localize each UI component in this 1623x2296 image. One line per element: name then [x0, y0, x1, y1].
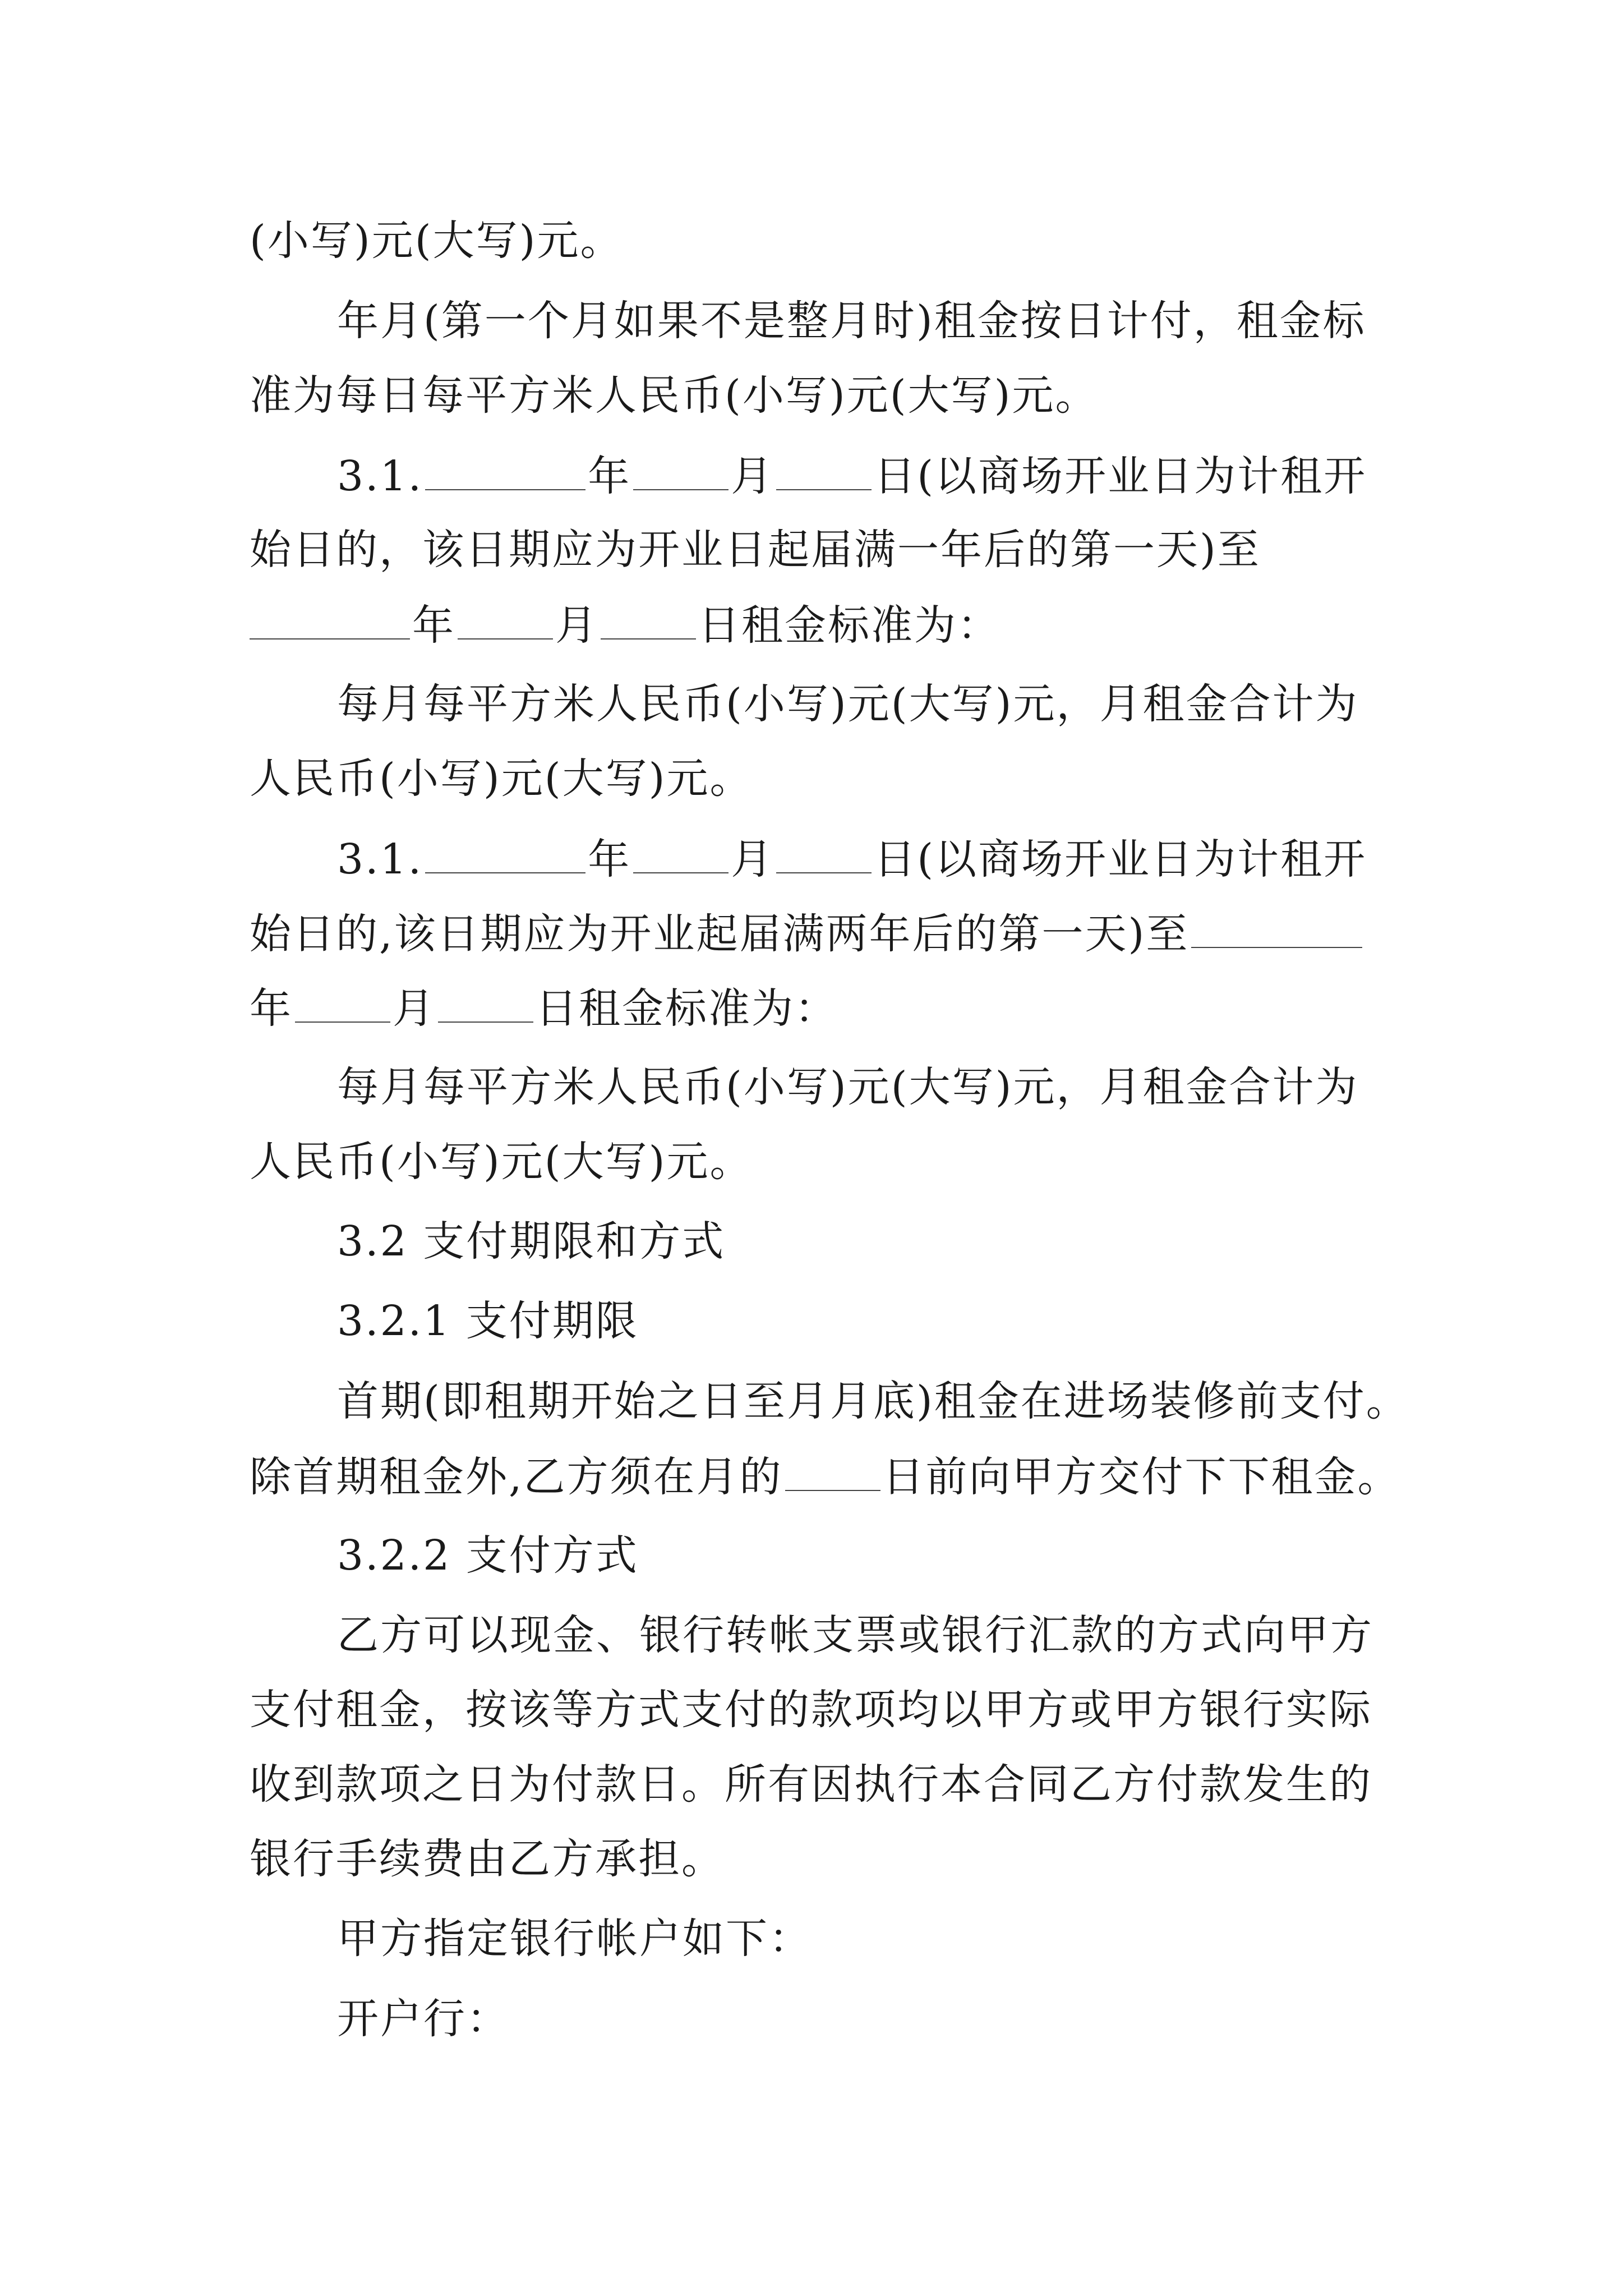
- day-blank[interactable]: [438, 987, 533, 1023]
- day-blank[interactable]: [601, 604, 696, 639]
- month-blank[interactable]: [458, 604, 553, 639]
- text-line: 银行手续费由乙方承担。: [250, 1835, 725, 1883]
- text-line: 开户行：: [337, 1995, 510, 2043]
- subsection-heading: 3.2.2 支付方式: [337, 1531, 639, 1580]
- text-line: 人民币(小写)元(大写)元。: [250, 1138, 753, 1186]
- text-line-with-blanks: 年 月 日租金标准为：: [250, 984, 838, 1033]
- text-line: 首期(即租期开始之日至月月底)租金在进场装修前支付。: [337, 1377, 1409, 1425]
- text-line: 始日的，该日期应为开业日起届满一年后的第一天)至: [250, 526, 1261, 574]
- day-blank[interactable]: [785, 1455, 880, 1491]
- year-blank[interactable]: [425, 454, 585, 490]
- text-line: 支付租金，按该等方式支付的款项均以甲方或甲方银行实际: [250, 1686, 1372, 1734]
- text-line-with-blanks: 3.1. 年 月 日(以商场开业日为计租开: [337, 452, 1367, 500]
- month-blank[interactable]: [633, 454, 728, 490]
- text-line: 每月每平方米人民币(小写)元(大写)元，月租金合计为: [337, 1063, 1359, 1111]
- text-line: (小写)元(大写)元。: [250, 217, 624, 265]
- text-line-with-blanks: 年 月 日租金标准为：: [250, 604, 1000, 646]
- text-line: 甲方指定银行帐户如下：: [337, 1915, 812, 1963]
- month-blank[interactable]: [295, 987, 390, 1023]
- text-line-with-blanks: 3.1. 年 月 日(以商场开业日为计租开: [337, 835, 1367, 884]
- clause-number: 3.1.: [337, 835, 423, 884]
- section-heading: 3.2 支付期限和方式: [337, 1217, 726, 1266]
- clause-number: 3.1.: [337, 452, 423, 500]
- text-line: 准为每日每平方米人民币(小写)元(大写)元。: [250, 371, 1099, 420]
- text-line-with-blanks: 除首期租金外,乙方须在月的 日前向甲方交付下下租金。: [250, 1453, 1401, 1501]
- text-line: 每月每平方米人民币(小写)元(大写)元，月租金合计为: [337, 680, 1359, 728]
- day-blank[interactable]: [776, 838, 872, 873]
- month-blank[interactable]: [633, 838, 728, 873]
- day-blank[interactable]: [776, 454, 872, 490]
- year-blank[interactable]: [425, 838, 585, 873]
- year-blank[interactable]: [250, 604, 410, 639]
- text-line: 人民币(小写)元(大写)元。: [250, 754, 753, 803]
- year-blank[interactable]: [1191, 912, 1362, 948]
- text-line: 收到款项之日为付款日。所有因执行本合同乙方付款发生的: [250, 1760, 1372, 1809]
- text-line: 年月(第一个月如果不是整月时)租金按日计付，租金标: [337, 297, 1366, 345]
- text-line-with-blanks: 始日的,该日期应为开业起届满两年后的第一天)至: [250, 912, 1364, 955]
- subsection-heading: 3.2.1 支付期限: [337, 1297, 639, 1345]
- text-line: 乙方可以现金、银行转帐支票或银行汇款的方式向甲方: [337, 1611, 1373, 1659]
